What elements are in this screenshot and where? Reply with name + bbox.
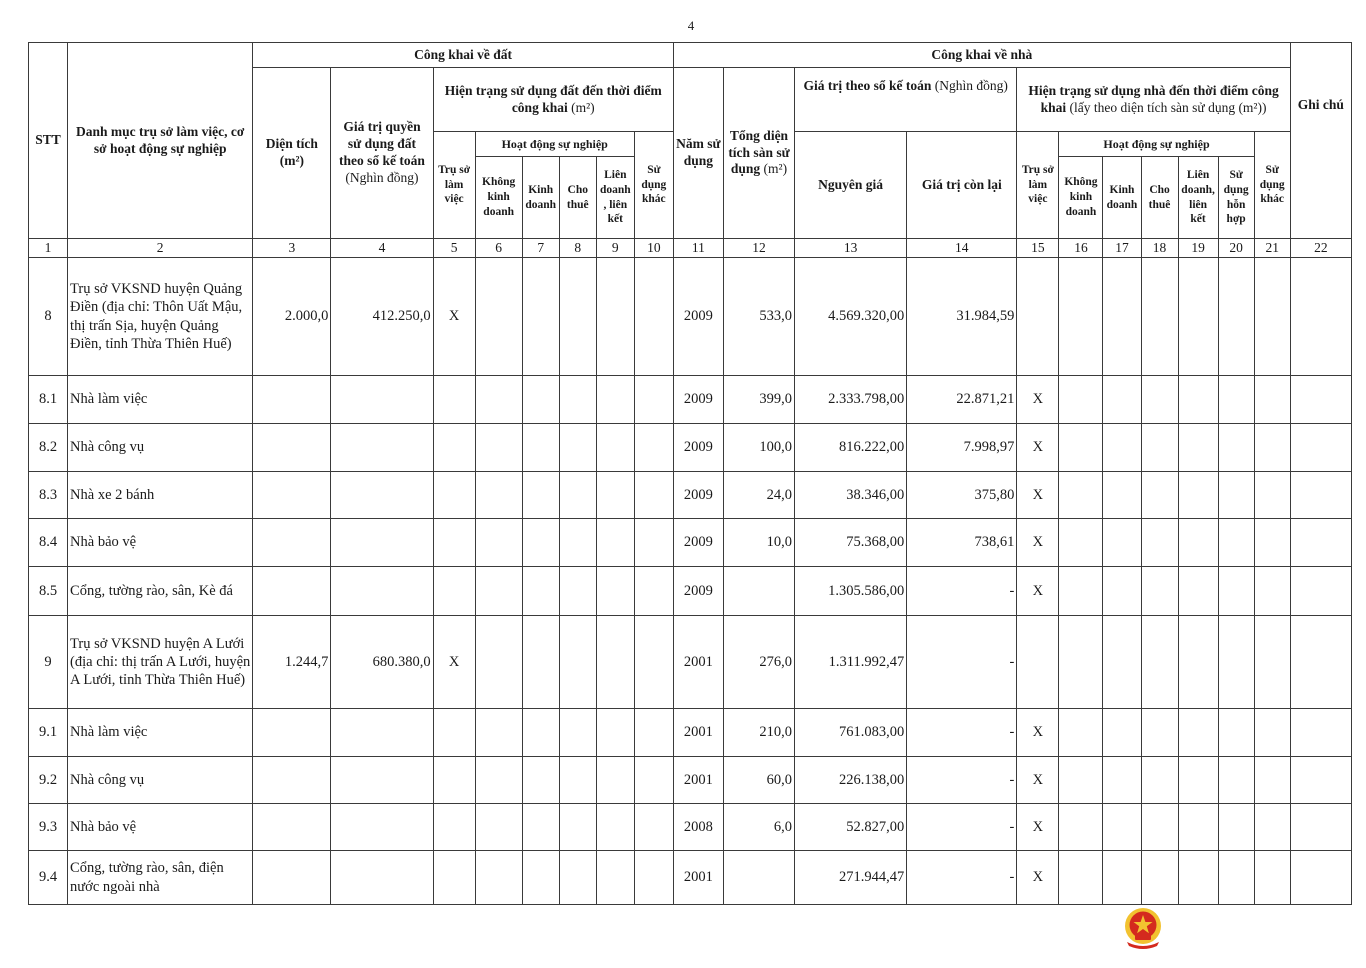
cell-con-lai: 7.998,97 [907,424,1017,472]
cell-tru-so-dat [433,757,475,804]
cell-con-lai: 375,80 [907,472,1017,519]
cell-con-lai: 22.871,21 [907,376,1017,424]
cell-dien-tich [253,519,331,567]
cell-gia-tri-dat [331,709,433,757]
header-hien-trang-nha [1017,68,1290,132]
cell-tong-dt: 60,0 [723,757,794,804]
cell-tru-so-nha: X [1017,851,1059,905]
header-su-dung-hon-hop: Sử dụng hỗn hợp [1218,157,1254,239]
cell-nam: 2001 [673,851,723,905]
header-cong-khai-dat: Công khai về đất [253,43,674,68]
cell-name: Trụ sở VKSND huyện Quảng Điền (địa chỉ: Thôn Uất Mậu, thị trấn Sịa, huyện Quảng Điền, tỉnh Thừa Thiên Huế) [68,258,253,376]
header-hoat-dong-sn-dat: Hoạt động sự nghiệp [475,132,634,157]
cell-nguyen-gia: 816.222,00 [795,424,907,472]
assets-disclosure-table [28,42,1352,905]
emblem-gear-base [1135,935,1151,940]
cell-dien-tich: 1.244,7 [253,616,331,709]
cell-nguyen-gia: 1.305.586,00 [795,567,907,616]
cell-tru-so-nha: X [1017,376,1059,424]
cell-tong-dt [723,851,794,905]
cell-stt: 9.1 [29,709,68,757]
header-hien-trang-dat-unit: (m²) [571,99,595,115]
column-number: 13 [795,239,907,258]
cell-tru-so-nha: X [1017,472,1059,519]
header-tong-dien-tich-unit: (m²) [763,161,788,177]
header-gia-tri-con-lai: Giá trị còn lại [907,132,1017,239]
header-tong-dien-tich [723,68,794,239]
column-number: 8 [559,239,596,258]
cell-tru-so-dat [433,851,475,905]
cell-tong-dt: 24,0 [723,472,794,519]
cell-tru-so-nha [1017,616,1059,709]
header-lien-doanh-nha: Liên doanh, liên kết [1178,157,1218,239]
cell-nam: 2009 [673,376,723,424]
cell-stt: 8.5 [29,567,68,616]
cell-gia-tri-dat [331,567,433,616]
cell-gia-tri-dat [331,424,433,472]
cell-stt: 8.1 [29,376,68,424]
header-lien-doanh-dat: Liên doanh , liên kết [596,157,634,239]
cell-con-lai: - [907,567,1017,616]
cell-stt: 8.4 [29,519,68,567]
cell-dien-tich [253,757,331,804]
cell-nguyen-gia: 1.311.992,47 [795,616,907,709]
cell-name: Nhà công vụ [68,424,253,472]
cell-nam: 2009 [673,567,723,616]
cell-dien-tich: 2.000,0 [253,258,331,376]
cell-gia-tri-dat [331,376,433,424]
header-tru-so-dat: Trụ sở làm việc [433,132,475,239]
cell-con-lai: - [907,757,1017,804]
header-kinh-doanh-nha: Kinh doanh [1103,157,1141,239]
cell-tru-so-nha: X [1017,757,1059,804]
header-stt: STT [29,43,68,239]
table-row [29,519,1352,567]
cell-tong-dt: 399,0 [723,376,794,424]
header-tru-so-nha: Trụ sở làm việc [1017,132,1059,239]
header-khong-kinh-doanh-nha: Không kinh doanh [1059,157,1103,239]
header-hien-trang-nha-note: (lấy theo diện tích sàn sử dụng (m²)) [1069,99,1267,115]
cell-con-lai: 31.984,59 [907,258,1017,376]
cell-tru-so-nha: X [1017,519,1059,567]
cell-tru-so-dat [433,424,475,472]
cell-tru-so-dat [433,376,475,424]
column-number: 19 [1178,239,1218,258]
cell-nam: 2009 [673,424,723,472]
header-nguyen-gia: Nguyên giá [795,132,907,239]
column-number: 16 [1059,239,1103,258]
header-gia-tri-quyen-unit: (Nghìn đồng) [345,169,419,185]
cell-nam: 2001 [673,709,723,757]
header-hien-trang-dat [433,68,673,132]
column-number: 17 [1103,239,1141,258]
column-number: 22 [1290,239,1351,258]
column-number: 2 [68,239,253,258]
cell-con-lai: - [907,804,1017,851]
cell-stt: 9.4 [29,851,68,905]
header-gia-tri-quyen-line2: theo sổ kế toán [339,153,425,168]
column-number: 1 [29,239,68,258]
cell-gia-tri-dat [331,519,433,567]
column-number: 5 [433,239,475,258]
cell-tru-so-dat [433,709,475,757]
cell-tru-so-dat [433,804,475,851]
cell-con-lai: 738,61 [907,519,1017,567]
column-number: 9 [596,239,634,258]
cell-tong-dt [723,567,794,616]
cell-name: Cổng, tường rào, sân, Kè đá [68,567,253,616]
header-ghi-chu: Ghi chú [1290,43,1351,239]
header-hien-trang-dat-text: Hiện trạng sử dụng đất đến thời điểm công khai [444,82,662,115]
cell-con-lai: - [907,709,1017,757]
cell-stt: 9.3 [29,804,68,851]
national-emblem-icon [1123,906,1163,950]
cell-tong-dt: 6,0 [723,804,794,851]
cell-stt: 9.2 [29,757,68,804]
cell-name: Nhà bảo vệ [68,519,253,567]
cell-nguyen-gia: 75.368,00 [795,519,907,567]
cell-nguyen-gia: 38.346,00 [795,472,907,519]
cell-dien-tich [253,472,331,519]
cell-con-lai: - [907,616,1017,709]
column-number: 11 [673,239,723,258]
header-gia-tri-quyen-line1: Giá trị quyền sử dụng đất [343,119,421,152]
cell-gia-tri-dat [331,851,433,905]
cell-nguyen-gia: 761.083,00 [795,709,907,757]
cell-nam: 2009 [673,258,723,376]
table-row [29,757,1352,804]
header-su-dung-khac-dat: Sử dụng khác [634,132,673,239]
column-number: 10 [634,239,673,258]
cell-stt: 8 [29,258,68,376]
cell-gia-tri-dat [331,804,433,851]
cell-tru-so-nha: X [1017,567,1059,616]
cell-tru-so-dat [433,472,475,519]
column-number: 21 [1254,239,1290,258]
header-gia-tri-so-ke-toan [795,68,1017,132]
cell-nguyen-gia: 52.827,00 [795,804,907,851]
header-hien-trang-nha-text: Hiện trạng sử dụng nhà đến thời điểm công khai [1028,82,1279,115]
header-cho-thue-nha: Cho thuê [1141,157,1178,239]
cell-dien-tich [253,567,331,616]
cell-tong-dt: 10,0 [723,519,794,567]
table-row [29,472,1352,519]
column-number: 12 [723,239,794,258]
cell-tru-so-nha [1017,258,1059,376]
column-number: 15 [1017,239,1059,258]
cell-stt: 8.3 [29,472,68,519]
cell-tru-so-dat: X [433,258,475,376]
table-row [29,424,1352,472]
cell-stt: 9 [29,616,68,709]
column-number: 18 [1141,239,1178,258]
cell-gia-tri-dat [331,757,433,804]
table-row [29,804,1352,851]
column-number: 14 [907,239,1017,258]
column-number: 20 [1218,239,1254,258]
cell-name: Nhà làm việc [68,709,253,757]
cell-name: Nhà công vụ [68,757,253,804]
cell-gia-tri-dat [331,472,433,519]
page-number: 4 [687,18,695,33]
table-row [29,258,1352,376]
cell-tru-so-nha: X [1017,424,1059,472]
cell-nam: 2009 [673,519,723,567]
cell-tru-so-dat [433,567,475,616]
header-dien-tich: Diện tích (m²) [253,68,331,239]
cell-name: Trụ sở VKSND huyện A Lưới (địa chỉ: thị trấn A Lưới, huyện A Lưới, tỉnh Thừa Thiên Huế) [68,616,253,709]
cell-name: Cổng, tường rào, sân, điện nước ngoài nhà [68,851,253,905]
cell-gia-tri-dat: 412.250,0 [331,258,433,376]
table-row [29,851,1352,905]
header-gia-tri-so-ke-toan-text: Giá trị theo sổ kế toán [803,78,932,93]
cell-tong-dt: 276,0 [723,616,794,709]
cell-tong-dt: 100,0 [723,424,794,472]
cell-tru-so-nha: X [1017,709,1059,757]
cell-con-lai: - [907,851,1017,905]
column-number-row [29,239,1352,258]
cell-nguyen-gia: 2.333.798,00 [795,376,907,424]
header-gia-tri-quyen [331,68,433,239]
cell-dien-tich [253,376,331,424]
header-gia-tri-so-ke-toan-unit: (Nghìn đồng) [934,78,1008,93]
table-row [29,616,1352,709]
cell-name: Nhà làm việc [68,376,253,424]
column-number: 3 [253,239,331,258]
header-danh-muc: Danh mục trụ sở làm việc, cơ sở hoạt động sự nghiệp [68,43,253,239]
cell-dien-tich [253,851,331,905]
cell-tru-so-nha: X [1017,804,1059,851]
cell-nam: 2008 [673,804,723,851]
cell-nguyen-gia: 271.944,47 [795,851,907,905]
cell-nguyen-gia: 226.138,00 [795,757,907,804]
table-row [29,567,1352,616]
cell-gia-tri-dat: 680.380,0 [331,616,433,709]
cell-dien-tich [253,424,331,472]
header-nam-su-dung: Năm sử dụng [673,68,723,239]
header-khong-kinh-doanh-dat: Không kinh doanh [475,157,522,239]
header-tong-dien-tich-text: Tổng diện tích sàn sử dụng [728,127,790,177]
header-cong-khai-nha: Công khai về nhà [673,43,1290,68]
cell-name: Nhà xe 2 bánh [68,472,253,519]
column-number: 4 [331,239,433,258]
cell-nam: 2009 [673,472,723,519]
cell-stt: 8.2 [29,424,68,472]
cell-tong-dt: 533,0 [723,258,794,376]
cell-nam: 2001 [673,616,723,709]
cell-dien-tich [253,709,331,757]
cell-name: Nhà bảo vệ [68,804,253,851]
header-kinh-doanh-dat: Kinh doanh [522,157,559,239]
column-number: 6 [475,239,522,258]
table-row [29,709,1352,757]
column-number: 7 [522,239,559,258]
cell-nguyen-gia: 4.569.320,00 [795,258,907,376]
cell-tru-so-dat [433,519,475,567]
header-su-dung-khac-nha: Sử dụng khác [1254,132,1290,239]
header-cho-thue-dat: Cho thuê [559,157,596,239]
cell-dien-tich [253,804,331,851]
cell-tru-so-dat: X [433,616,475,709]
table-row [29,376,1352,424]
cell-nam: 2001 [673,757,723,804]
header-hoat-dong-sn-nha: Hoạt động sự nghiệp [1059,132,1254,157]
cell-tong-dt: 210,0 [723,709,794,757]
